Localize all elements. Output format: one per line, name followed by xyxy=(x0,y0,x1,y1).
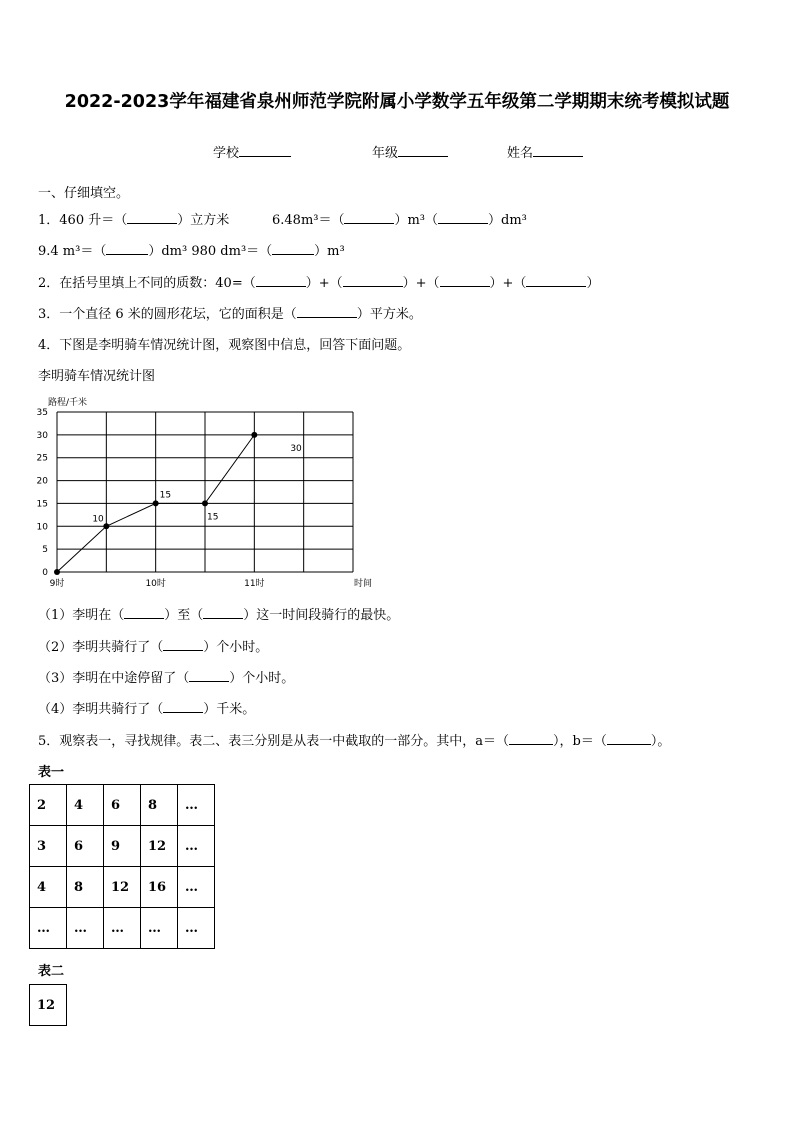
answer-blank[interactable] xyxy=(203,605,243,619)
data-point xyxy=(153,500,159,506)
q1-text: 9.4 m³＝（ xyxy=(38,244,107,259)
y-tick-label: 30 xyxy=(36,430,48,441)
q1-text: 6.48m³＝（ xyxy=(272,213,345,228)
answer-blank[interactable] xyxy=(124,605,164,619)
sub-text: ）个小时。 xyxy=(203,640,269,655)
answer-blank[interactable] xyxy=(163,699,203,713)
sub-text: （2）李明共骑行了（ xyxy=(38,640,164,655)
q2-text: ） xyxy=(586,276,600,291)
x-tick-label: 10时 xyxy=(145,579,166,589)
question-5 xyxy=(38,730,670,749)
table-2-cell: 12 xyxy=(30,985,67,1026)
table-1-label: 表一 xyxy=(38,765,65,780)
y-axis-label: 路程/千米 xyxy=(48,398,88,408)
q1-text: 460 升＝（ xyxy=(59,213,128,228)
table-1-cell: … xyxy=(178,785,215,826)
table-1-row xyxy=(30,867,215,908)
q3-text: 3．一个直径 6 米的圆形花坛，它的面积是（ xyxy=(38,307,297,322)
sub-text: （3）李明在中途停留了（ xyxy=(38,671,190,686)
table-2-row xyxy=(30,985,67,1026)
table-1 xyxy=(29,784,215,949)
table-1-cell: 12 xyxy=(104,867,141,908)
table-1-cell: … xyxy=(178,826,215,867)
sub-text: ）这一时间段骑行的最快。 xyxy=(243,608,400,623)
data-label: 30 xyxy=(290,443,302,454)
data-point xyxy=(251,432,257,438)
sub-text: （4）李明共骑行了（ xyxy=(38,702,164,717)
table-1-cell: … xyxy=(30,908,67,949)
table-2 xyxy=(29,984,67,1026)
answer-blank[interactable] xyxy=(163,637,203,651)
data-point xyxy=(202,500,208,506)
sub-text: （1）李明在（ xyxy=(38,608,125,623)
grade-label: 年级 xyxy=(372,146,399,161)
page-title: 2022-2023学年福建省泉州师范学院附属小学数学五年级第二学期期末统考模拟试题 xyxy=(64,92,730,112)
chart-title: 李明骑车情况统计图 xyxy=(38,369,156,384)
y-tick-label: 25 xyxy=(36,453,48,464)
table-1-cell: 8 xyxy=(67,867,104,908)
q5-text: ），b＝（ xyxy=(553,734,607,749)
answer-blank[interactable] xyxy=(509,731,553,745)
x-tick-label: 11时 xyxy=(244,579,265,589)
y-tick-label: 35 xyxy=(36,408,48,418)
question-4: 4．下图是李明骑车情况统计图，观察图中信息，回答下面问题。 xyxy=(38,338,411,353)
y-tick-label: 10 xyxy=(36,522,48,533)
table-1-cell: 8 xyxy=(141,785,178,826)
y-tick-label: 5 xyxy=(42,545,48,556)
table-1-row xyxy=(30,826,215,867)
table-1-cell: 12 xyxy=(141,826,178,867)
sub-question-2 xyxy=(38,636,268,655)
q5-text: ）。 xyxy=(650,734,671,749)
sub-question-4 xyxy=(38,698,255,717)
sub-text: ）千米。 xyxy=(203,702,256,717)
q2-text: ）+（ xyxy=(489,276,527,291)
table-1-cell: 9 xyxy=(104,826,141,867)
sub-text: ）个小时。 xyxy=(229,671,295,686)
answer-blank[interactable] xyxy=(189,668,229,682)
q1-text: ）dm³ 980 dm³＝（ xyxy=(148,244,273,259)
table-1-cell: … xyxy=(141,908,178,949)
table-2-label: 表二 xyxy=(38,964,65,979)
table-1-row xyxy=(30,908,215,949)
table-1-cell: 3 xyxy=(30,826,67,867)
answer-blank[interactable] xyxy=(607,731,651,745)
table-1-cell: 6 xyxy=(104,785,141,826)
data-label: 15 xyxy=(159,490,172,501)
y-tick-label: 0 xyxy=(42,568,48,578)
q5-text: 5．观察表一，寻找规律。表二、表三分别是从表一中截取的一部分。其中，a＝（ xyxy=(38,734,510,749)
table-1-cell: 2 xyxy=(30,785,67,826)
table-1-cell: 4 xyxy=(67,785,104,826)
y-tick-label: 20 xyxy=(36,476,48,487)
data-point xyxy=(54,569,60,575)
question-number: 1． xyxy=(38,213,60,228)
y-tick-label: 15 xyxy=(36,499,48,510)
school-label: 学校 xyxy=(213,146,240,161)
data-point xyxy=(103,523,109,529)
q2-text: ）+（ xyxy=(305,276,343,291)
table-1-cell: 4 xyxy=(30,867,67,908)
q2-text: ）+（ xyxy=(402,276,440,291)
table-1-cell: … xyxy=(178,908,215,949)
data-label: 10 xyxy=(92,514,104,525)
q2-text: 2．在括号里填上不同的质数：40=（ xyxy=(38,276,256,291)
q1-text: ）立方米 xyxy=(177,213,230,228)
sub-question-1 xyxy=(38,604,399,623)
table-1-cell: 6 xyxy=(67,826,104,867)
sub-question-3 xyxy=(38,667,294,686)
data-label: 15 xyxy=(207,512,219,523)
q1-text: ）m³ xyxy=(314,244,345,259)
q1-text: ）m³（ xyxy=(394,213,439,228)
table-1-cell: … xyxy=(104,908,141,949)
chart-grid xyxy=(57,412,353,572)
table-1-cell: … xyxy=(178,867,215,908)
q1-text: ）dm³ xyxy=(488,213,527,228)
x-tick-label: 9时 xyxy=(49,579,65,589)
table-1-row xyxy=(30,785,215,826)
name-label: 姓名 xyxy=(507,146,534,161)
q3-text: ）平方米。 xyxy=(356,307,422,322)
section-heading: 一、仔细填空。 xyxy=(38,186,130,201)
table-1-cell: … xyxy=(67,908,104,949)
table-1-cell: 16 xyxy=(141,867,178,908)
sub-text: ）至（ xyxy=(164,608,204,623)
x-axis-label: 时间 xyxy=(354,579,373,589)
